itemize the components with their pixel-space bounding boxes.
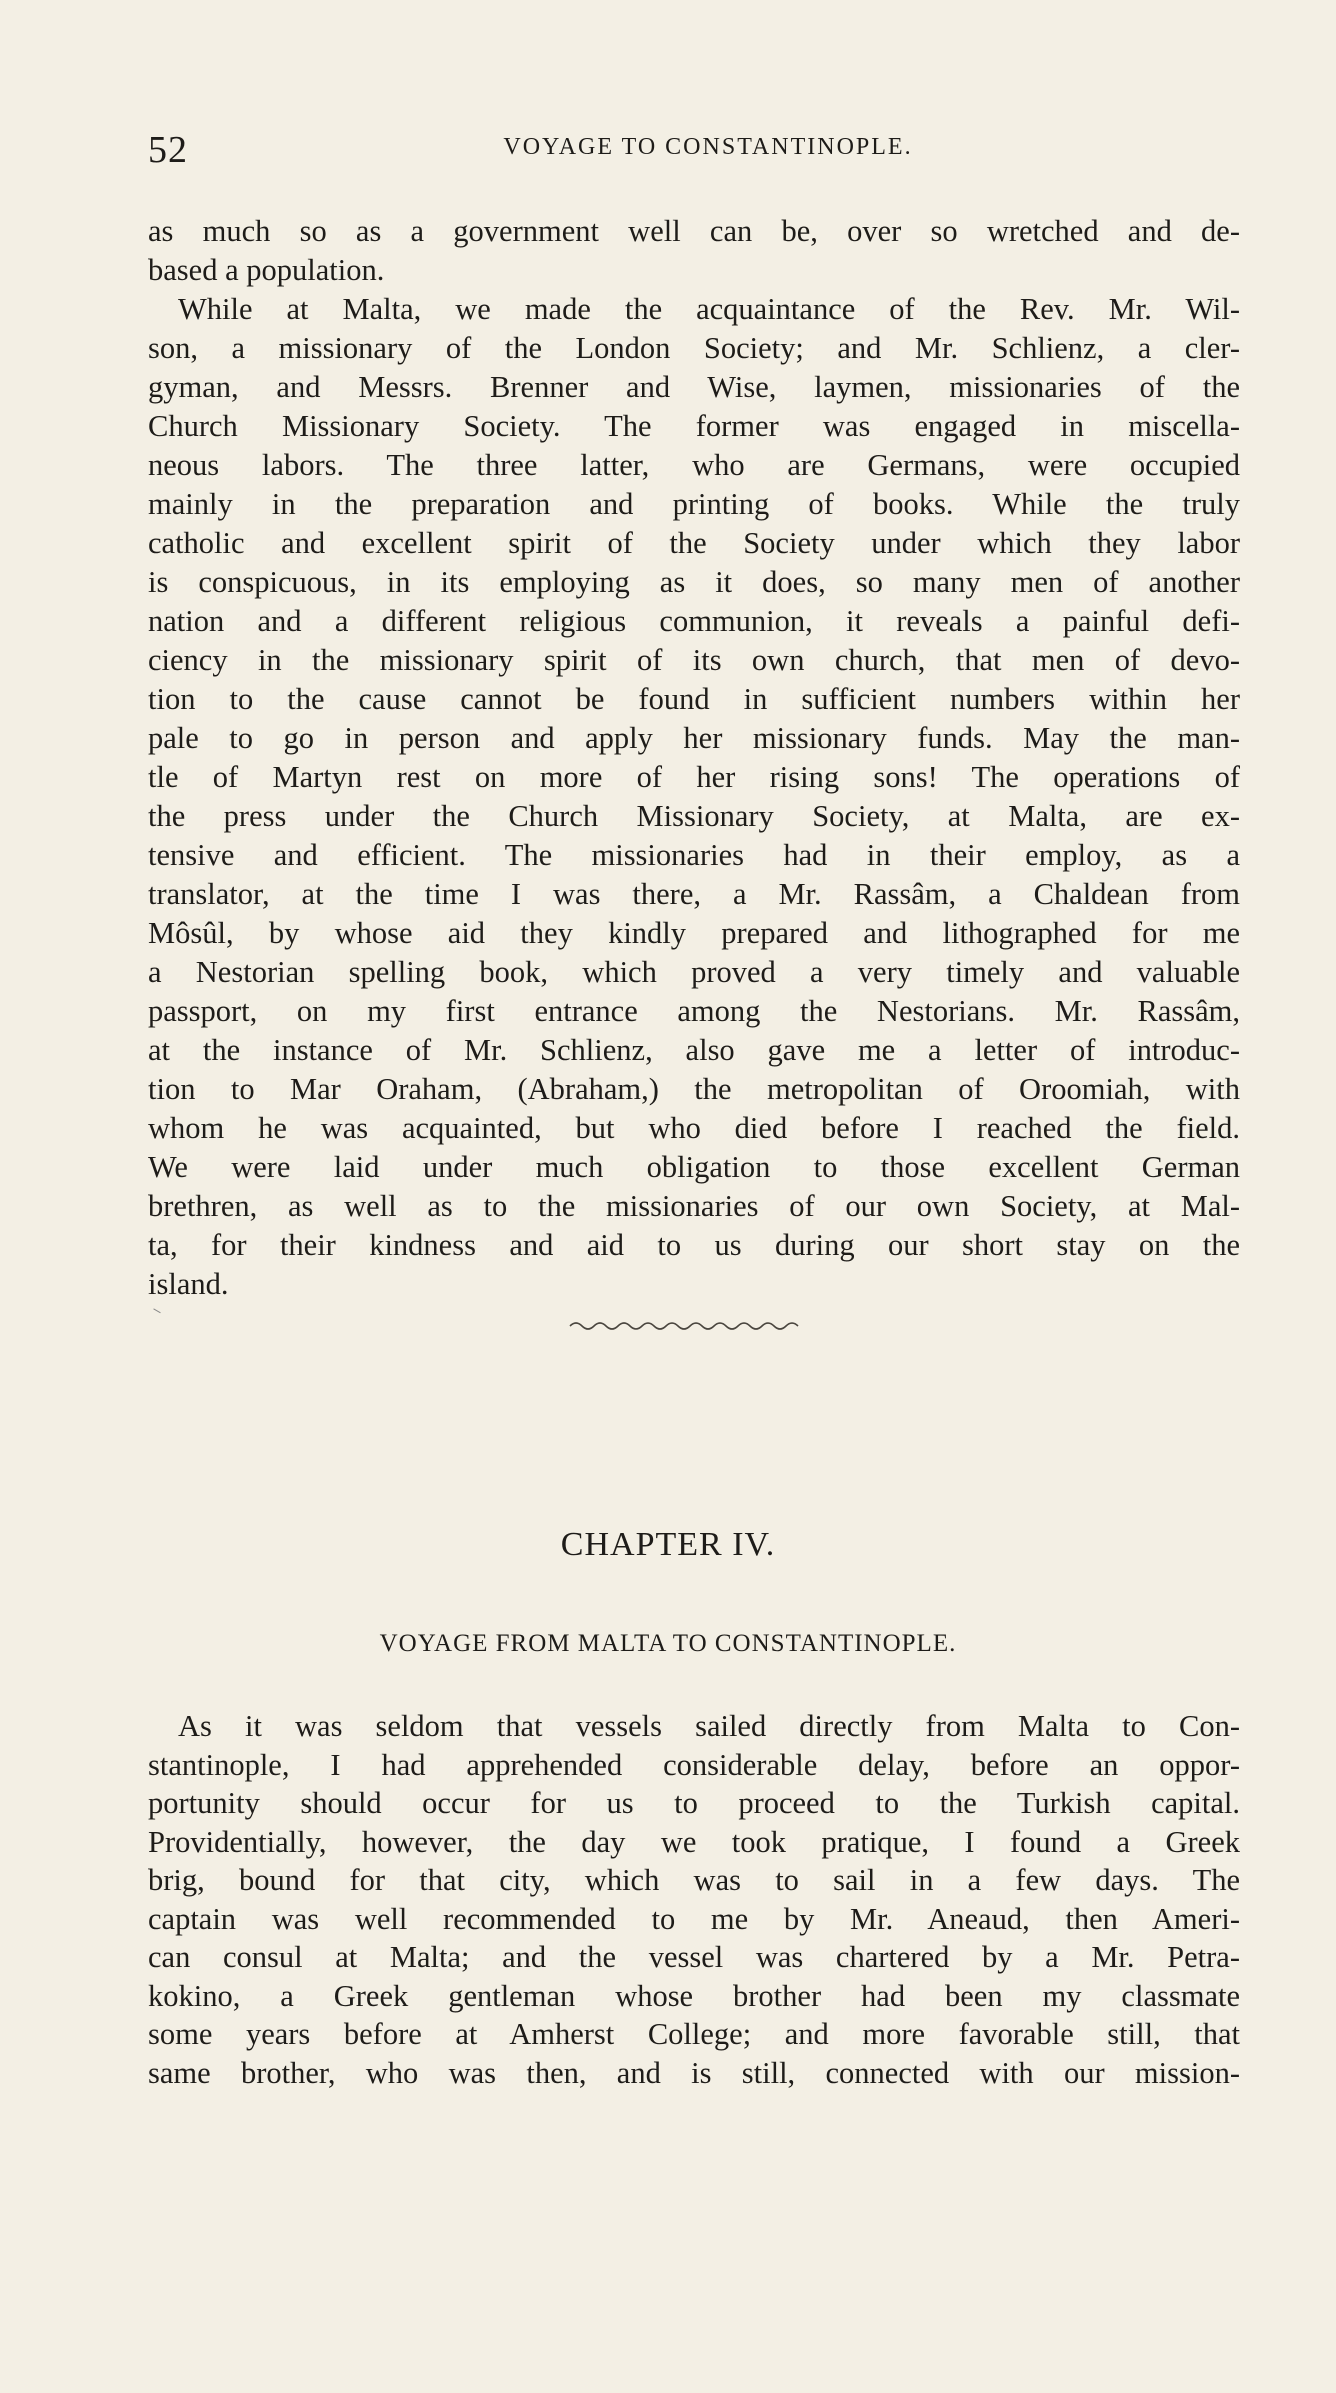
text-line: neous labors. The three latter, who are Germans, were occupied	[148, 448, 1240, 482]
text-line: Providentially, however, the day we took pratique, I found a Greek	[148, 1824, 1240, 1859]
text-line: based a population.	[148, 253, 385, 287]
running-title: VOYAGE TO CONSTANTINOPLE.	[503, 134, 913, 160]
text-line: at the instance of Mr. Schlienz, also gave me a letter of introduc-	[148, 1033, 1240, 1067]
text-line: translator, at the time I was there, a Mr. Rassâm, a Chaldean from	[148, 877, 1240, 911]
text-line: ta, for their kindness and aid to us during our short stay on the	[148, 1228, 1240, 1262]
text-line: ciency in the missionary spirit of its own church, that men of devo-	[148, 643, 1240, 677]
text-line: kokino, a Greek gentleman whose brother had been my classmate	[148, 1978, 1240, 2013]
text-line: same brother, who was then, and is still, connected with our mission-	[148, 2055, 1240, 2090]
text-line: captain was well recommended to me by Mr. Aneaud, then Ameri-	[148, 1901, 1240, 1936]
text-line: portunity should occur for us to proceed to the Turkish capital.	[148, 1786, 1240, 1820]
text-line: tion to the cause cannot be found in sufficient numbers within her	[148, 682, 1240, 716]
chapter-paragraph	[148, 1707, 1240, 2092]
text-line: tensive and efficient. The missionaries had in their employ, as a	[148, 838, 1240, 872]
text-line: nation and a different religious communion, it reveals a painful defi-	[148, 604, 1240, 638]
text-line: tle of Martyn rest on more of her rising sons! The operations of	[148, 760, 1240, 794]
page-header	[148, 128, 1240, 178]
text-line: tion to Mar Oraham, (Abraham,) the metropolitan of Oroomiah, with	[148, 1072, 1240, 1106]
body-paragraphs	[148, 212, 1240, 1304]
text-line: pale to go in person and apply her missionary funds. May the man-	[148, 721, 1240, 755]
text-line: stantinople, I had apprehended considerable delay, before an oppor-	[148, 1747, 1240, 1782]
text-line: catholic and excellent spirit of the Society under which they labor	[148, 526, 1240, 560]
text-line: While at Malta, we made the acquaintance of the Rev. Mr. Wil-	[178, 292, 1240, 326]
text-line: As it was seldom that vessels sailed directly from Malta to Con-	[178, 1709, 1240, 1743]
text-line: whom he was acquainted, but who died before I reached the field.	[148, 1111, 1240, 1145]
page-number: 52	[148, 129, 188, 171]
text-line: brethren, as well as to the missionaries of our own Society, at Mal-	[148, 1189, 1240, 1223]
chapter-subtitle: VOYAGE FROM MALTA TO CONSTANTINOPLE.	[379, 1630, 957, 1657]
text-line: a Nestorian spelling book, which proved a very timely and valuable	[148, 955, 1240, 989]
text-line: passport, on my first entrance among the Nestorians. Mr. Rassâm,	[148, 994, 1240, 1028]
text-line: some years before at Amherst College; and more favorable still, that	[148, 2017, 1240, 2051]
text-line: as much so as a government well can be, over so wretched and de-	[148, 214, 1240, 248]
section-divider-ornament	[568, 1318, 808, 1334]
stray-mark	[151, 1308, 160, 1316]
text-line: mainly in the preparation and printing of books. While the truly	[148, 487, 1240, 521]
text-line: island.	[148, 1267, 229, 1301]
text-line: gyman, and Messrs. Brenner and Wise, laymen, missionaries of the	[148, 370, 1240, 404]
text-line: Môsûl, by whose aid they kindly prepared and lithographed for me	[148, 916, 1240, 950]
text-line: is conspicuous, in its employing as it does, so many men of another	[148, 565, 1240, 599]
text-line: Church Missionary Society. The former was engaged in miscella-	[148, 409, 1240, 443]
chapter-title: CHAPTER IV.	[560, 1526, 776, 1563]
text-line: We were laid under much obligation to those excellent German	[148, 1150, 1240, 1184]
text-line: can consul at Malta; and the vessel was chartered by a Mr. Petra-	[148, 1940, 1240, 1974]
text-line: brig, bound for that city, which was to sail in a few days. The	[148, 1863, 1240, 1897]
text-line: the press under the Church Missionary Society, at Malta, are ex-	[148, 799, 1240, 833]
text-line: son, a missionary of the London Society; and Mr. Schlienz, a cler-	[148, 331, 1240, 365]
